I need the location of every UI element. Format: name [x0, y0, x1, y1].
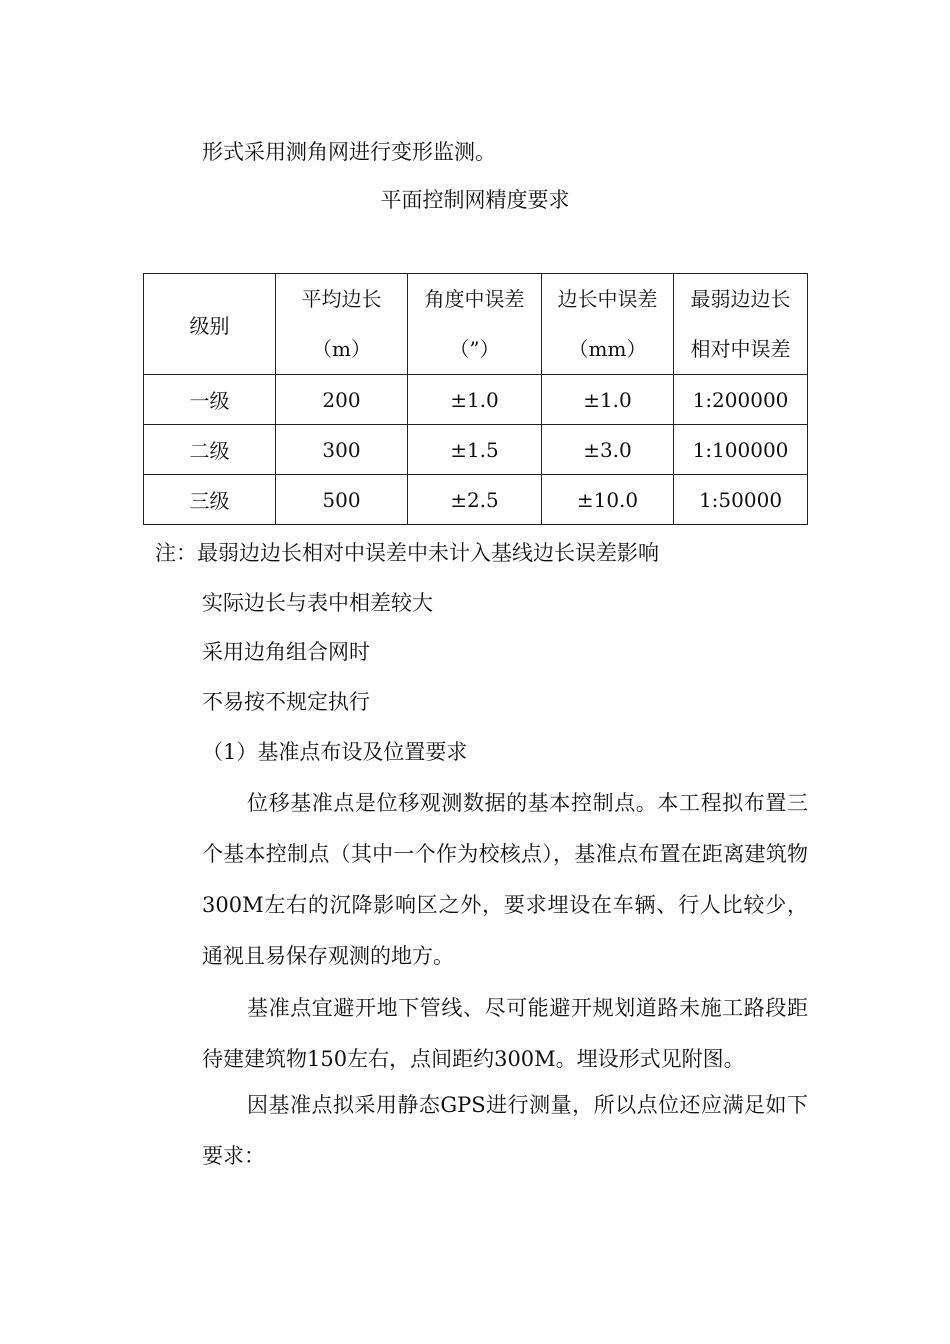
table-note: 注：最弱边边长相对中误差中未计入基线边长误差影响: [155, 541, 659, 565]
top-line: 形式采用测角网进行变形监测。: [202, 140, 496, 164]
precision-table: [143, 273, 808, 525]
table-cell: 1:50000: [674, 475, 808, 525]
table-cell: ±1.0: [542, 375, 674, 425]
note-item: 实际边长与表中相差较大: [202, 591, 433, 615]
table-cell: ±2.5: [408, 475, 542, 525]
note-item: 不易按不规定执行: [202, 690, 370, 714]
section-heading: （1）基准点布设及位置要求: [202, 740, 468, 764]
table-cell: 1:200000: [674, 375, 808, 425]
header-cell-avg-length: 平均边长 （m）: [276, 274, 408, 375]
table-cell: ±10.0: [542, 475, 674, 525]
header-cell-weakest-side: 最弱边边长 相对中误差: [674, 274, 808, 375]
table-cell: 二级: [144, 425, 276, 475]
table-cell: 1:100000: [674, 425, 808, 475]
table-title: 平面控制网精度要求: [380, 188, 570, 212]
header-cell-level: 级别: [144, 274, 276, 375]
table-cell: ±1.5: [408, 425, 542, 475]
table-header-row: [144, 274, 808, 375]
table-row: [144, 425, 808, 475]
table-cell: 一级: [144, 375, 276, 425]
table-row: [144, 375, 808, 425]
table-cell: 200: [276, 375, 408, 425]
header-cell-angle-error: 角度中误差 （”）: [408, 274, 542, 375]
note-item: 采用边角组合网时: [202, 640, 370, 664]
table-cell: 500: [276, 475, 408, 525]
table-cell: ±3.0: [542, 425, 674, 475]
header-cell-side-error: 边长中误差 （mm）: [542, 274, 674, 375]
table-row: [144, 475, 808, 525]
body-paragraph: 位移基准点是位移观测数据的基本控制点。本工程拟布置三个基本控制点（其中一个作为校核点），基准点布置在距离建筑物300M左右的沉降影响区之外，要求埋设在车辆、行人比较少，通视且易保存观测的地方。: [202, 791, 808, 968]
table-cell: ±1.0: [408, 375, 542, 425]
table-cell: 三级: [144, 475, 276, 525]
body-paragraph: 基准点宜避开地下管线、尽可能避开规划道路未施工路段距待建建筑物150左右，点间距约300M。埋设形式见附图。: [202, 996, 808, 1071]
body-paragraph: 因基准点拟采用静态GPS进行测量，所以点位还应满足如下要求：: [202, 1093, 808, 1168]
table-cell: 300: [276, 425, 408, 475]
